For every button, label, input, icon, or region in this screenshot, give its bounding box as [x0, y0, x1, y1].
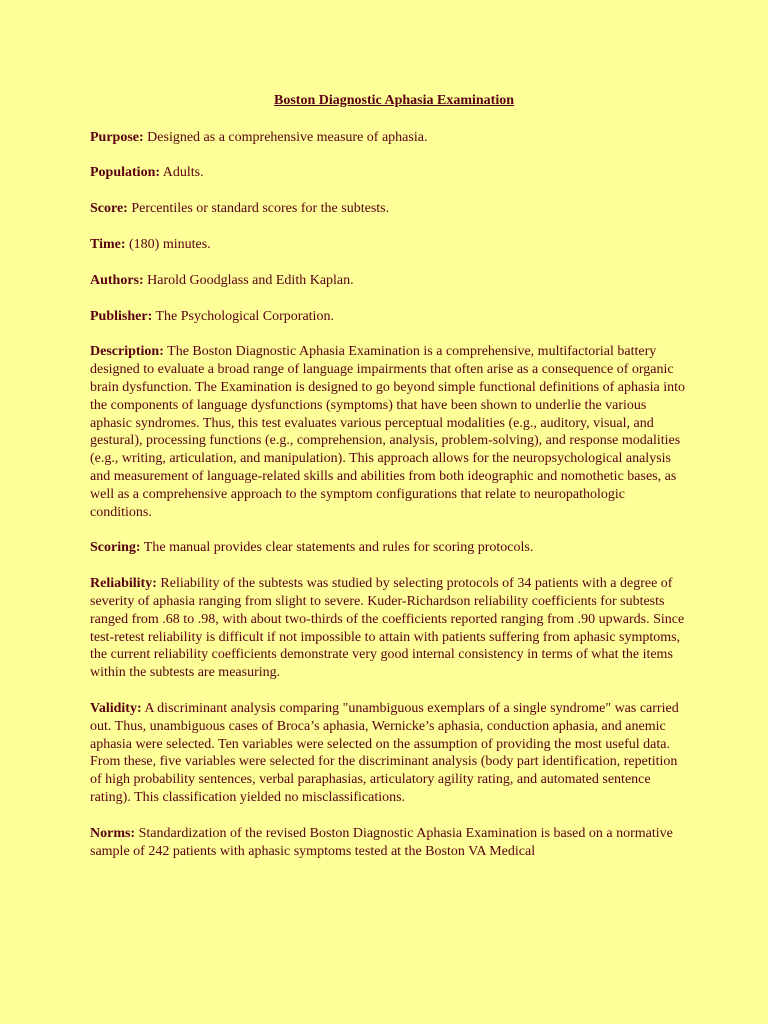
- section-label: Scoring:: [90, 540, 141, 556]
- section-label: Time:: [90, 236, 126, 252]
- section-publisher: [90, 308, 690, 326]
- section-label: Authors:: [90, 272, 144, 288]
- section-scoring: [90, 539, 690, 557]
- section-text: The manual provides clear statements and rules for scoring protocols.: [140, 540, 534, 556]
- section-text: The Boston Diagnostic Aphasia Examination is a comprehensive, multifactorial battery designed to evaluate a broad range of language impairments that often arise as a consequence of organic brain dysfunction. The Examination is designed to go beyond simple functional definitions of aphasia into the components of language dysfunctions (symptoms) that have been shown to underlie the various aphasic syndromes. Thus, this test evaluates various perceptual modalities (e.g., auditory, visual, and gestural), processing functions (e.g., comprehension, analysis, problem-solving), and response modalities (e.g., writing, articulation, and manipulation). This approach allows for the neuropsychological analysis and measurement of language-related skills and abilities from both ideographic and nomothetic bases, as well as a comprehensive approach to the symptom configurations that relate to neuropathologic conditions.: [90, 344, 686, 520]
- section-authors: [90, 272, 690, 290]
- section-label: Validity:: [90, 700, 142, 716]
- document-page: [90, 92, 690, 878]
- section-label: Norms:: [90, 825, 136, 841]
- section-text: Reliability of the subtests was studied by selecting protocols of 34 patients with a degree of severity of aphasia ranging from slight to severe. Kuder-Richardson reliability coefficients for subtests ranged from .68 to .98, with about two-thirds of the coefficients reported ranging from .90 upwards. Since test-retest reliability is difficult if not impossible to attain with patients suffering from aphasic symptoms, the current reliability coefficients demonstrate very good internal consistency in terms of what the items within the subtests are measuring.: [90, 576, 685, 681]
- section-score: [90, 200, 690, 218]
- section-label: Publisher:: [90, 308, 153, 324]
- section-label: Score:: [90, 201, 128, 217]
- section-norms: [90, 825, 690, 861]
- section-text: Percentiles or standard scores for the subtests.: [127, 201, 390, 217]
- section-label: Purpose:: [90, 129, 144, 145]
- section-text: Designed as a comprehensive measure of aphasia.: [143, 129, 428, 145]
- section-text: Adults.: [160, 165, 204, 181]
- section-text: Harold Goodglass and Edith Kaplan.: [143, 272, 354, 288]
- section-reliability: [90, 575, 690, 682]
- section-time: [90, 236, 690, 254]
- section-text: (180) minutes.: [125, 236, 211, 252]
- section-text: A discriminant analysis comparing "unambiguous exemplars of a single syndrome" was carried out. Thus, unambiguous cases of Broca’s aphasia, Wernicke’s aphasia, conduction aphasia, and anemic aphasia were selected. Ten variables were selected on the assumption of providing the most useful data. From these, five variables were selected for the discriminant analysis (body part identification, repetition of high probability sentences, verbal paraphasias, articulatory agility rating, and automated sentence rating). This classification yielded no misclassifications.: [90, 700, 679, 805]
- section-label: Population:: [90, 165, 161, 181]
- section-label: Reliability:: [90, 576, 157, 592]
- document-title: Boston Diagnostic Aphasia Examination: [274, 93, 514, 108]
- section-validity: [90, 700, 690, 807]
- section-description: [90, 343, 690, 521]
- section-text: The Psychological Corporation.: [152, 308, 334, 324]
- section-label: Description:: [90, 344, 164, 360]
- section-text: Standardization of the revised Boston Diagnostic Aphasia Examination is based on a normative sample of 242 patients with aphasic symptoms tested at the Boston VA Medical: [90, 825, 673, 859]
- section-purpose: [90, 129, 690, 147]
- section-population: [90, 164, 690, 182]
